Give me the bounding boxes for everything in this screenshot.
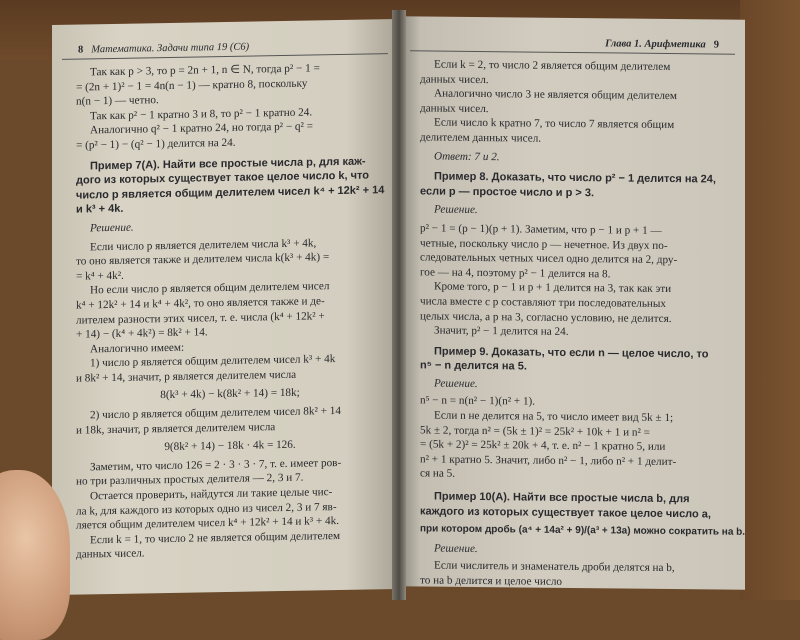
example-text: каждого из которых существует такое целое число a, bbox=[420, 505, 711, 521]
text-line: четные, поскольку число p — нечетное. Из двух по- bbox=[420, 236, 668, 252]
text-line: числа вместе с p составляют три последовательных bbox=[420, 295, 667, 310]
text-line: целых числа, а p на 3, согласно условию, не делится. bbox=[420, 309, 672, 325]
text-line: лителем разности этих чисел, т. е. числа (k⁴ + 12k² + bbox=[76, 309, 325, 327]
text-line: данных чисел. bbox=[420, 72, 489, 86]
text-line: Аналогично число 3 не является общим делителем bbox=[434, 87, 677, 103]
text-line: k⁴ + 12k² + 14 и k⁴ + 4k², то оно является также и де- bbox=[76, 295, 325, 312]
text-line: то на b делится и целое число bbox=[420, 574, 563, 588]
solution-label: Решение. bbox=[434, 377, 478, 390]
right-page-text bbox=[400, 57, 745, 590]
text-line: Если k = 2, то число 2 является общим делителем bbox=[434, 58, 671, 74]
text-line: Если n не делится на 5, то число имеет вид 5k ± 1; bbox=[434, 409, 674, 425]
text-line: Остается проверить, найдутся ли такие целые чис- bbox=[90, 486, 333, 503]
text-line: n² + 1 кратно 5. Значит, либо n² − 1, либо n² + 1 делит- bbox=[420, 453, 677, 468]
text-line: но три различных простых делителя — 2, 3 и 7. bbox=[76, 472, 304, 489]
solution-label: Решение. bbox=[90, 221, 134, 235]
text-line: Если k = 1, то число 2 не является общим делителем bbox=[90, 529, 341, 547]
text-line: Если числитель и знаменатель дроби делятся на b, bbox=[434, 559, 675, 575]
text-line: ся на 5. bbox=[420, 467, 456, 481]
formula-line: 9(8k² + 14) − 18k · 4k = 126. bbox=[164, 439, 296, 454]
text-line: Так как p² − 1 кратно 3 и 8, то p² − 1 кратно 24. bbox=[90, 106, 313, 123]
solution-label: Решение. bbox=[434, 203, 478, 217]
example-text: n⁵ − n делится на 5. bbox=[420, 359, 527, 373]
book-gutter bbox=[392, 10, 406, 600]
text-line: и 18k, значит, p является делителем числа bbox=[76, 420, 276, 437]
formula-line: 8(k³ + 4k) − k(8k² + 14) = 18k; bbox=[160, 387, 300, 402]
formula-line: n⁵ − n = n(n² − 1)(n² + 1). bbox=[420, 394, 536, 409]
text-line: Если число p является делителем числа k³ + 4k, bbox=[90, 236, 317, 253]
example-heading: Пример 7(А). Найти все простые числа p, для каж- bbox=[90, 155, 366, 172]
text-line: ляется общим делителем чисел k⁴ + 12k² + 14 и k³ + 4k. bbox=[76, 515, 339, 532]
text-line: Значит, p² − 1 делится на 24. bbox=[434, 324, 569, 339]
fraction-line: при котором дробь (a⁴ + 14a² + 9)/(a³ + 13a) можно сократить на b. bbox=[420, 523, 745, 539]
example-heading: Пример 8. Доказать, что число p² − 1 делится на 24, bbox=[434, 170, 716, 186]
text-line: n(n − 1) — четно. bbox=[76, 94, 159, 108]
text-line: = (p² − 1) − (q² − 1) делится на 24. bbox=[76, 136, 236, 152]
left-page bbox=[52, 19, 398, 595]
text-line: ла k, для каждого из которых одно из чисел 2, 3 и 7 яв- bbox=[76, 500, 337, 518]
text-line: Заметим, что число 126 = 2 · 3 · 3 · 7, т. е. имеет ров- bbox=[90, 456, 342, 474]
text-line: 2) число p является общим делителем чисел 8k² + 14 bbox=[90, 405, 341, 422]
left-page-number: 8 bbox=[78, 44, 84, 56]
text-line: + 14) − (k⁴ + 4k²) = 8k² + 14. bbox=[76, 326, 208, 341]
example-heading: Пример 9. Доказать, что если n — целое число, то bbox=[434, 345, 709, 361]
right-page-header bbox=[410, 34, 735, 54]
text-line: следовательных четных чисел одно делится на 2, дру- bbox=[420, 251, 678, 267]
text-line: и 8k² + 14, значит, p является делителем числа bbox=[76, 368, 297, 385]
right-page bbox=[400, 16, 745, 590]
right-page-number: 9 bbox=[713, 39, 719, 51]
text-line: данных чисел. bbox=[420, 102, 489, 115]
example-text: число p является общим делителем чисел k⁴ + 12k² + 14 bbox=[76, 183, 385, 202]
left-header-title: Математика. Задачи типа 19 (С6) bbox=[91, 41, 250, 56]
text-line: Но если число p является общим делителем чисел bbox=[90, 280, 330, 297]
text-line: данных чисел. bbox=[76, 547, 145, 562]
example-text: дого из которых существует такое целое число k, что bbox=[76, 169, 369, 187]
solution-label: Решение. bbox=[434, 542, 478, 555]
text-line: 1) число p является общим делителем чисел k³ + 4k bbox=[90, 353, 336, 370]
text-line: Кроме того, p − 1 и p + 1 делится на 3, так как эти bbox=[434, 280, 672, 296]
text-line: то оно является также и делителем числа k(k³ + 4k) = bbox=[76, 251, 330, 268]
text-line: Аналогично q² − 1 кратно 24, но тогда p² − q² = bbox=[90, 120, 313, 137]
text-line: делителем данных чисел. bbox=[420, 131, 542, 145]
text-line: Аналогично имеем: bbox=[90, 341, 185, 356]
example-text: и k³ + 4k. bbox=[76, 203, 124, 216]
text-line: = (2n + 1)² − 1 = 4n(n − 1) — кратно 8, поскольку bbox=[76, 77, 308, 94]
answer-line: Ответ: 7 и 2. bbox=[434, 150, 500, 163]
text-line: = k⁴ + 4k². bbox=[76, 269, 124, 283]
text-line: p² − 1 = (p − 1)(p + 1). Заметим, что p − 1 и p + 1 — bbox=[420, 222, 662, 237]
left-page-text bbox=[52, 60, 398, 563]
right-header-title: Глава 1. Арифметика bbox=[605, 38, 706, 51]
left-page-header bbox=[62, 37, 388, 60]
example-text: если p — простое число и p > 3. bbox=[420, 185, 595, 199]
text-line: гое — на 4, поэтому p² − 1 делится на 8. bbox=[420, 266, 611, 281]
background-right bbox=[740, 0, 800, 600]
example-heading: Пример 10(А). Найти все простые числа b, для bbox=[434, 490, 690, 506]
text-line: Так как p > 3, то p = 2n + 1, n ∈ N, тогда p² − 1 = bbox=[90, 62, 320, 79]
text-line: 5k ± 2, тогда n² = (5k ± 1)² = 25k² + 10k + 1 и n² = bbox=[420, 424, 650, 439]
text-line: = (5k + 2)² = 25k² ± 20k + 4, т. е. n² − 1 кратно 5, или bbox=[420, 438, 666, 454]
text-line: Если число k кратно 7, то число 7 является общим bbox=[434, 116, 675, 132]
